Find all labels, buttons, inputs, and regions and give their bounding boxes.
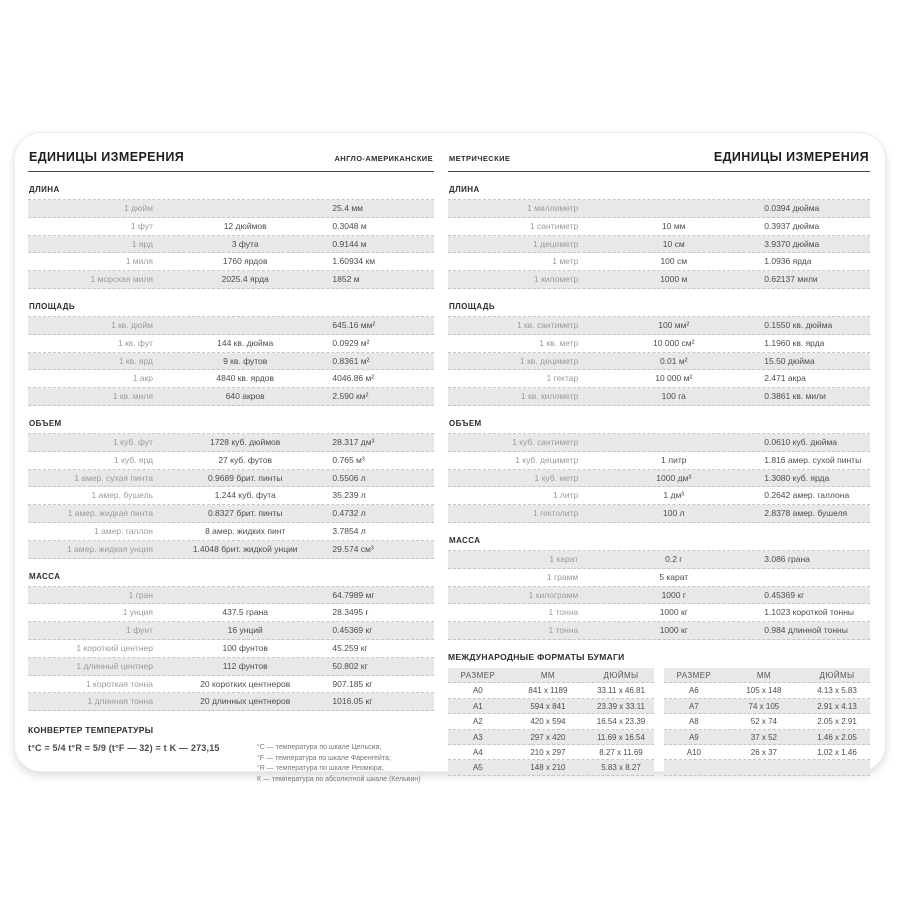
table-cell: 0.45369 кг	[332, 625, 373, 636]
table-cell: 3.7854 л	[332, 525, 366, 536]
table-row	[448, 714, 654, 729]
table-cell: 0.5506 л	[332, 472, 366, 483]
table-cell: 12 дюймов	[223, 220, 267, 231]
table-cell: 1 длинный центнер	[76, 660, 153, 671]
table-row	[28, 434, 434, 452]
table-cell: 29.574 см³	[332, 543, 374, 554]
table-cell: 841 x 1189	[528, 686, 568, 696]
page-subtitle: АНГЛО-АМЕРИКАНСКИЕ	[334, 154, 433, 163]
table-cell: 594 x 841	[530, 701, 566, 711]
page-spread	[28, 147, 870, 785]
section-label: ОБЪЕМ	[29, 418, 62, 428]
section-volume	[28, 419, 434, 559]
table-cell: 1 гектар	[546, 373, 579, 384]
section-label: ПЛОЩАДЬ	[449, 301, 496, 311]
table-cell: 9 кв. футов	[223, 355, 268, 366]
table-cell: 1 кв. ярд	[118, 355, 153, 366]
table-cell: 1.244 куб. фута	[214, 490, 276, 501]
table-cell: 28.3495 г	[332, 607, 369, 618]
table-cell: 1 километр	[534, 274, 579, 285]
table-row	[28, 452, 434, 470]
table-cell: A7	[688, 701, 699, 711]
table-cell: A4	[472, 747, 483, 757]
table-cell: 2.8378 амер. бушеля	[764, 508, 848, 519]
table-row	[448, 353, 870, 371]
table-cell: 1016.05 кг	[332, 696, 373, 707]
table-cell: 4840 кв. ярдов	[216, 373, 274, 384]
section-volume	[448, 419, 870, 523]
table-row	[448, 505, 870, 523]
table-row	[28, 370, 434, 388]
table-cell: 1 метр	[552, 256, 579, 267]
table-cell: 1 дециметр	[532, 238, 579, 249]
column-header-size: РАЗМЕР	[676, 670, 712, 680]
table-cell: 1 амер. жидкая пинта	[67, 508, 153, 519]
table-row	[664, 714, 870, 729]
table-row	[28, 676, 434, 694]
section-label: МАССА	[449, 535, 481, 545]
table-cell: 1 карат	[549, 553, 579, 564]
table-cell: 1 кв. сантиметр	[516, 319, 579, 330]
table-row	[28, 622, 434, 640]
table-row	[448, 745, 654, 760]
table-row	[448, 699, 654, 714]
page-title: ЕДИНИЦЫ ИЗМЕРЕНИЯ	[29, 150, 185, 164]
table-cell: 64.7989 мг	[332, 589, 375, 600]
table-cell: 45.259 кг	[332, 642, 368, 653]
table-row	[448, 434, 870, 452]
column-header-inches: ДЮЙМЫ	[603, 670, 639, 680]
table-row	[28, 388, 434, 406]
table-cell: 1 куб. дециметр	[515, 454, 579, 465]
table-cell: 0.8327 брит. пинты	[207, 508, 283, 519]
table-row	[28, 523, 434, 541]
table-row	[448, 604, 870, 622]
table-cell: 33.11 x 46.81	[597, 686, 645, 696]
table-cell: 27 куб. футов	[218, 454, 273, 465]
table-cell: 0.3937 дюйма	[764, 220, 820, 231]
table-row	[448, 253, 870, 271]
table-row	[28, 271, 434, 289]
table-row	[28, 470, 434, 488]
table-cell: 210 x 297	[530, 747, 566, 757]
table-cell: 28.317 дм³	[332, 436, 375, 447]
table-row	[664, 760, 870, 775]
table-cell: 20 длинных центнеров	[200, 696, 291, 707]
table-cell: 1 грамм	[546, 571, 579, 582]
table-cell: 1852 м	[332, 274, 360, 285]
paper-table-a6-a10	[664, 668, 870, 776]
table-cell	[804, 760, 870, 774]
table-cell: 1728 куб. дюймов	[210, 436, 281, 447]
units-table-volume	[28, 433, 434, 559]
table-cell: 1 длинная тонна	[87, 696, 153, 707]
table-row	[448, 200, 870, 218]
table-row	[664, 730, 870, 745]
table-cell: 640 акров	[225, 391, 265, 402]
right-page-header	[448, 147, 870, 172]
table-row	[448, 218, 870, 236]
table-cell: 16 унций	[227, 625, 263, 636]
table-cell: 1 кв. километр	[521, 391, 579, 402]
table-row	[664, 699, 870, 714]
table-row	[28, 587, 434, 605]
table-cell: A8	[688, 717, 699, 727]
table-row	[28, 236, 434, 254]
planner-spread	[15, 133, 885, 783]
section-mass	[448, 536, 870, 640]
table-cell: 112 фунтов	[222, 660, 268, 671]
section-mass	[28, 572, 434, 712]
section-area	[28, 302, 434, 406]
section-label: ДЛИНА	[449, 185, 480, 194]
table-cell: 52 x 74	[750, 717, 778, 727]
table-cell: 26 x 37	[750, 747, 778, 757]
table-cell: 1.816 амер. сухой пинты	[764, 454, 862, 465]
table-cell: 144 кв. дюйма	[217, 337, 274, 348]
table-cell: 1.02 x 1.46	[817, 747, 857, 757]
units-table-mass	[448, 550, 870, 640]
table-cell: 1.60934 км	[332, 256, 376, 267]
table-row	[28, 353, 434, 371]
table-cell: 23.39 x 33.11	[597, 701, 645, 711]
temp-note-line: °C — температура по шкале Цельсия;	[257, 744, 382, 752]
table-cell: 1 кв. дециметр	[519, 355, 579, 366]
table-cell: 3.9370 дюйма	[764, 238, 820, 249]
table-cell: 1.1023 короткой тонны	[764, 607, 855, 618]
table-cell: 11.69 x 16.54	[597, 732, 645, 742]
table-cell: 8 амер. жидких пинт	[205, 525, 286, 536]
units-table-volume	[448, 433, 870, 523]
table-cell: 1.4048 брит. жидкой унции	[192, 543, 298, 554]
table-cell: 645.16 мм²	[332, 319, 376, 330]
temperature-notes	[257, 743, 421, 785]
units-table-area	[448, 316, 870, 406]
table-cell: 0.0610 куб. дюйма	[764, 436, 838, 447]
table-row	[28, 505, 434, 523]
table-cell: 0.0929 м²	[332, 337, 370, 348]
units-table-length	[448, 199, 870, 289]
table-row	[28, 693, 434, 711]
table-row	[28, 604, 434, 622]
temperature-formula: t°C = 5/4 t°R = 5/9 (t°F — 32) = t K — 273,15	[28, 743, 220, 754]
table-cell: 3.086 грана	[764, 553, 810, 564]
table-row	[28, 200, 434, 218]
table-cell: 5.83 x 8.27	[601, 763, 641, 773]
section-length	[448, 185, 870, 289]
paper-table-a0-a5	[448, 668, 654, 776]
table-cell: 1 унция	[122, 607, 153, 618]
table-cell: 1 тонна	[548, 625, 579, 636]
table-cell: A10	[686, 747, 701, 757]
table-cell: 1 амер. сухая пинта	[74, 472, 153, 483]
table-row	[664, 683, 870, 698]
table-cell: 1.1960 кв. ярда	[764, 337, 825, 348]
table-cell: 15.50 дюйма	[764, 355, 815, 366]
table-cell: 10 000 м²	[655, 373, 693, 384]
table-cell: 1.0936 ярда	[764, 256, 812, 267]
table-cell: 0.8361 м²	[332, 355, 370, 366]
table-cell: 2.05 x 2.91	[817, 717, 857, 727]
table-cell: 0.1550 кв. дюйма	[764, 319, 833, 330]
table-cell	[664, 760, 724, 774]
table-cell: 1 кв. дюйм	[110, 319, 153, 330]
table-cell: 35.239 л	[332, 490, 366, 501]
table-cell: A1	[472, 701, 483, 711]
table-row	[28, 253, 434, 271]
table-cell: 100 см	[660, 256, 688, 267]
right-page	[448, 147, 870, 785]
units-table-mass	[28, 586, 434, 712]
table-cell: 1 акр	[132, 373, 153, 384]
table-cell: 1000 дм³	[656, 472, 692, 483]
table-row	[448, 569, 870, 587]
table-cell: 2.590 км²	[332, 391, 369, 402]
table-cell: 0.3048 м	[332, 220, 367, 231]
table-row	[28, 317, 434, 335]
table-cell: 8.27 x 11.69	[599, 747, 643, 757]
table-cell: 5 карат	[659, 571, 689, 582]
table-cell: 0.2 г	[665, 553, 683, 564]
table-cell: 1 кв. метр	[539, 337, 579, 348]
table-cell: 1 дм³	[663, 490, 685, 501]
table-row	[28, 335, 434, 353]
table-cell: 1 гектолитр	[533, 508, 579, 519]
table-row	[448, 760, 654, 775]
table-cell: 1 куб. метр	[534, 472, 579, 483]
table-cell: 1000 кг	[659, 625, 688, 636]
table-row	[28, 658, 434, 676]
column-header-mm: ММ	[756, 670, 771, 680]
table-cell: 0.2642 амер. галлона	[764, 490, 850, 501]
paper-table-header	[664, 668, 870, 683]
table-cell: 50.802 кг	[332, 660, 368, 671]
table-cell: 100 л	[663, 508, 685, 519]
table-row	[448, 551, 870, 569]
table-cell: 1 амер. галлон	[94, 525, 153, 536]
table-row	[448, 470, 870, 488]
table-cell: 907.185 кг	[332, 678, 373, 689]
table-row	[448, 683, 654, 698]
temp-note-line: °F — температура по шкале Фаренгейта;	[257, 754, 391, 762]
table-row	[448, 317, 870, 335]
column-header-mm: ММ	[540, 670, 555, 680]
table-row	[664, 745, 870, 760]
table-row	[448, 730, 654, 745]
table-cell	[724, 760, 804, 774]
table-cell: 1000 кг	[659, 607, 688, 618]
table-row	[448, 452, 870, 470]
table-cell: 420 x 594	[530, 717, 566, 727]
table-cell: 1 куб. фут	[113, 436, 153, 447]
table-cell: 10 000 см²	[653, 337, 695, 348]
table-cell: 37 x 52	[750, 732, 778, 742]
left-page-header	[28, 147, 434, 172]
table-cell: 1000 г	[661, 589, 686, 600]
table-cell: A5	[472, 763, 483, 773]
table-cell: 437.5 грана	[222, 607, 268, 618]
table-cell: 0.4732 л	[332, 508, 366, 519]
table-cell: 3 фута	[231, 238, 259, 249]
table-row	[28, 218, 434, 236]
table-cell: 105 x 148	[746, 686, 782, 696]
table-cell: 2025.4 ярда	[221, 274, 269, 285]
table-cell: 1 литр	[552, 490, 579, 501]
table-row	[448, 271, 870, 289]
paper-formats	[448, 652, 870, 776]
table-cell: 10 мм	[662, 220, 686, 231]
table-cell: 100 фунтов	[222, 642, 268, 653]
column-header-size: РАЗМЕР	[460, 670, 496, 680]
table-row	[28, 487, 434, 505]
table-cell: 16.54 x 23.39	[596, 717, 646, 727]
temp-note-line: К — температура по абсолютной шкале (Кельвин)	[257, 775, 421, 783]
table-cell: 0.765 м³	[332, 454, 365, 465]
paper-formats-title: МЕЖДУНАРОДНЫЕ ФОРМАТЫ БУМАГИ	[448, 651, 625, 662]
table-cell: 1.3080 куб. ярда	[764, 472, 830, 483]
table-cell: 1 килограмм	[528, 589, 579, 600]
table-row	[448, 622, 870, 640]
table-cell	[162, 200, 328, 217]
left-page	[28, 147, 434, 785]
table-cell: 0.01 м²	[659, 355, 688, 366]
section-area	[448, 302, 870, 406]
table-cell: A6	[688, 686, 699, 696]
table-cell: A3	[472, 732, 483, 742]
table-cell: 0.45369 кг	[764, 589, 805, 600]
paper-tables	[448, 668, 870, 776]
table-cell: 1 куб. ярд	[114, 454, 153, 465]
column-header-inches: ДЮЙМЫ	[819, 670, 855, 680]
table-cell	[162, 587, 328, 604]
table-cell: 2.471 акра	[764, 373, 806, 384]
table-cell: 1 короткая тонна	[85, 678, 153, 689]
section-label: ПЛОЩАДЬ	[29, 301, 76, 311]
table-cell: 10 см	[662, 238, 685, 249]
table-cell: 4046.86 м²	[332, 373, 375, 384]
table-cell: 0.3861 кв. мили	[764, 391, 826, 402]
table-cell: 1 амер. жидкая унция	[66, 543, 153, 554]
units-table-length	[28, 199, 434, 289]
table-cell: 1 короткий центнер	[76, 642, 153, 653]
table-row	[448, 487, 870, 505]
table-cell: 1 миля	[125, 256, 153, 267]
table-row	[448, 388, 870, 406]
table-cell: 0.9689 брит. пинты	[207, 472, 283, 483]
section-label: МАССА	[29, 571, 61, 581]
table-cell: 2.91 x 4.13	[817, 701, 857, 711]
table-cell: 1 амер. бушель	[91, 490, 153, 501]
table-cell: 1000 м	[660, 274, 688, 285]
temp-note-line: °R — температура по шкале Реомюра;	[257, 765, 384, 773]
table-cell: 1760 ярдов	[222, 256, 268, 267]
table-cell: A2	[472, 717, 483, 727]
section-length	[28, 185, 434, 289]
table-cell: 4.13 x 5.83	[817, 686, 857, 696]
table-cell	[162, 317, 328, 334]
table-cell: 0.984 длинной тонны	[764, 625, 848, 636]
temperature-converter	[28, 725, 434, 785]
table-cell: 1 тонна	[548, 607, 579, 618]
table-cell: A0	[472, 686, 483, 696]
table-row	[448, 335, 870, 353]
table-row	[448, 236, 870, 254]
page-subtitle: МЕТРИЧЕСКИЕ	[449, 154, 511, 163]
temperature-converter-title: КОНВЕРТЕР ТЕМПЕРАТУРЫ	[28, 725, 154, 736]
table-cell: 1 фунт	[126, 625, 153, 636]
table-cell: 1 кв. миля	[112, 391, 153, 402]
table-cell: 1 дюйм	[123, 203, 153, 213]
table-cell	[587, 434, 760, 451]
table-row	[448, 587, 870, 605]
table-cell: 25.4 мм	[332, 203, 364, 213]
table-cell: 20 коротких центнеров	[200, 678, 291, 689]
table-cell: 100 га	[661, 391, 686, 402]
table-cell: 1.46 x 2.05	[817, 732, 857, 742]
table-cell: 1 ярд	[131, 238, 153, 249]
paper-table-header	[448, 668, 654, 683]
table-cell: 1 фут	[130, 220, 153, 231]
table-cell: 74 x 105	[748, 701, 780, 711]
table-cell: 1 морская миля	[90, 274, 153, 285]
table-cell: 0.62137 мили	[764, 274, 818, 285]
table-cell	[587, 200, 760, 217]
table-cell: 1 кв. фут	[117, 337, 153, 348]
table-cell: A9	[688, 732, 699, 742]
table-cell	[760, 569, 870, 586]
units-table-area	[28, 316, 434, 406]
table-cell: 297 x 420	[530, 732, 566, 742]
table-cell: 100 мм²	[658, 319, 690, 330]
table-row	[28, 541, 434, 559]
page-title: ЕДИНИЦЫ ИЗМЕРЕНИЯ	[713, 150, 869, 164]
table-row	[28, 640, 434, 658]
section-label: ДЛИНА	[29, 185, 60, 194]
section-label: ОБЪЕМ	[449, 418, 482, 428]
table-cell: 1 литр	[661, 454, 687, 465]
table-cell: 1 миллиметр	[526, 203, 579, 213]
table-cell: 1 куб. сантиметр	[512, 436, 579, 447]
table-cell: 0.0394 дюйма	[764, 203, 820, 213]
table-row	[448, 370, 870, 388]
table-cell: 1 сантиметр	[529, 220, 579, 231]
table-cell: 148 x 210	[530, 763, 566, 773]
temperature-converter-body	[28, 743, 434, 785]
table-cell: 1 гран	[128, 589, 153, 600]
table-cell: 0.9144 м	[332, 238, 367, 249]
